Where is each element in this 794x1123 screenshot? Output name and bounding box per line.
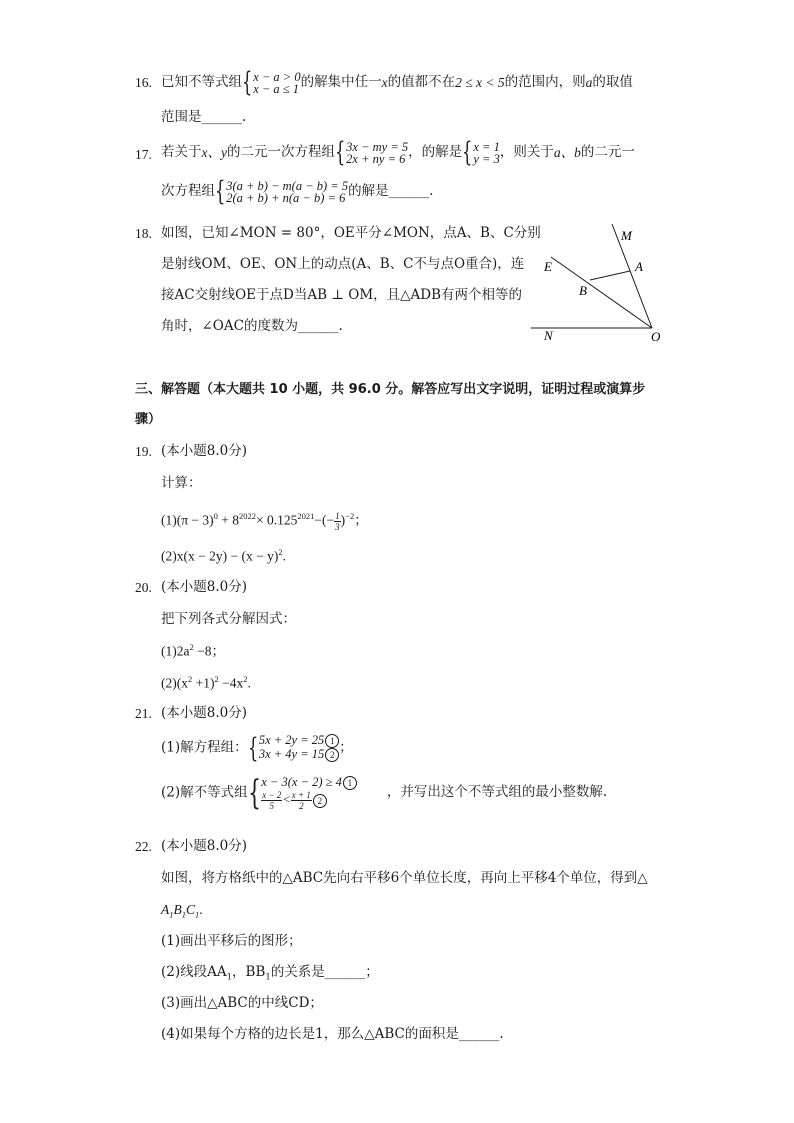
label-B: B xyxy=(579,283,587,298)
section-3-line1: 三、解答题（本大题共 10 小题，共 96.0 分。解答应写出文字说明，证明过程或演算步 xyxy=(135,382,646,397)
q17-line2: 次方程组{ 3(a + b) − m(a − b) = 5 2(a + b) + n(a − b) = 6 的解是______. xyxy=(161,176,434,207)
q22-score: (本小题8.0分) xyxy=(161,838,248,854)
q21-score: (本小题8.0分) xyxy=(161,705,248,721)
q22-part1: (1)画出平移后的图形； xyxy=(161,933,302,949)
q16-line2: 范围是______. xyxy=(161,109,247,125)
q21-part1: (1)解方程组：{ 5x + 2y = 25 1 3x + 4y = 15 2 ； xyxy=(161,732,353,764)
q19-part2: $(2)x(x - 2y) - (x - y)^2$. xyxy=(161,547,286,564)
q22-part4: (4)如果每个方格的边长是1，那么△ABC的面积是______. xyxy=(161,1026,504,1042)
q20-part2: $(2)(x^2 +1)^2 -4x^2$. xyxy=(161,674,251,691)
q18-line-2: 是射线OM、OE、ON上的动点(A、B、C不与点O重合)，连 xyxy=(161,256,525,272)
ray-OM xyxy=(612,224,652,328)
q20-number: 20. xyxy=(135,580,152,595)
q19-intro: 计算： xyxy=(161,475,202,491)
label-M: M xyxy=(621,228,632,243)
q20-score: (本小题8.0分) xyxy=(161,579,248,595)
q18-figure xyxy=(525,222,670,347)
q16-number: 16. xyxy=(135,75,152,90)
q16-line1: 已知不等式组{ x − a > 0 x − a ≤ 1 的解集中任一x的值都不在2 ≤ x < 5的范围内，则a的取值 xyxy=(161,67,633,98)
q18-line-4: 角时，∠OAC的度数为______. xyxy=(161,318,343,334)
section-3-line2: 骤） xyxy=(135,412,162,427)
q19-score: (本小题8.0分) xyxy=(161,443,248,459)
q17-number: 17. xyxy=(135,147,152,162)
q18-line-3: 接AC交射线OE于点D当AB ⊥ OM，且△ADB有两个相等的 xyxy=(161,287,523,303)
q20-part1: $(1)2a^2 -8$； xyxy=(161,642,225,659)
q22-part2: (2)线段$AA_1$，$BB_1$的关系是______； xyxy=(161,964,379,983)
label-N: N xyxy=(544,328,553,343)
q17-line1: 若关于x、y的二元一次方程组{ 3x − my = 5 2x + ny = 6 ，的解是{ x = 1 y = 3 ，则关于a、b的二元一 xyxy=(161,137,635,168)
label-A: A xyxy=(635,259,643,274)
label-O: O xyxy=(651,329,661,344)
label-E: E xyxy=(544,259,552,274)
q22-number: 22. xyxy=(135,839,152,854)
q21-number: 21. xyxy=(135,706,152,721)
q18-number: 18. xyxy=(135,226,152,241)
q21-part2: (2)解不等式组{ x − 3(x − 2) ≥ 4 1 $\frac{x - 2}{5}$ < $\frac{x + 1}{2}$ 2 ，并写出这个不等式组的最小整数解. xyxy=(161,773,608,814)
q19-part1: $(1)(\pi - 3)^0 + 8^{2022}\times 0.125^{2021}-(-$ $\frac{1}{3}$ )$^{-2}$； xyxy=(161,511,368,532)
q19-number: 19. xyxy=(135,444,152,459)
q18-line-1: 如图，已知∠MON = 80°，OE平分∠MON，点A、B、C分别 xyxy=(161,225,541,241)
segment-AB xyxy=(590,271,630,280)
q22-line1: 如图，将方格纸中的△ABC先向右平移6个单位长度，再向上平移4个单位，得到△ xyxy=(161,870,648,886)
q22-part3: (3)画出△ABC的中线CD； xyxy=(161,995,323,1011)
q22-line2: $A_1B_1C_1$. xyxy=(161,902,203,920)
q20-intro: 把下列各式分解因式： xyxy=(161,611,296,627)
